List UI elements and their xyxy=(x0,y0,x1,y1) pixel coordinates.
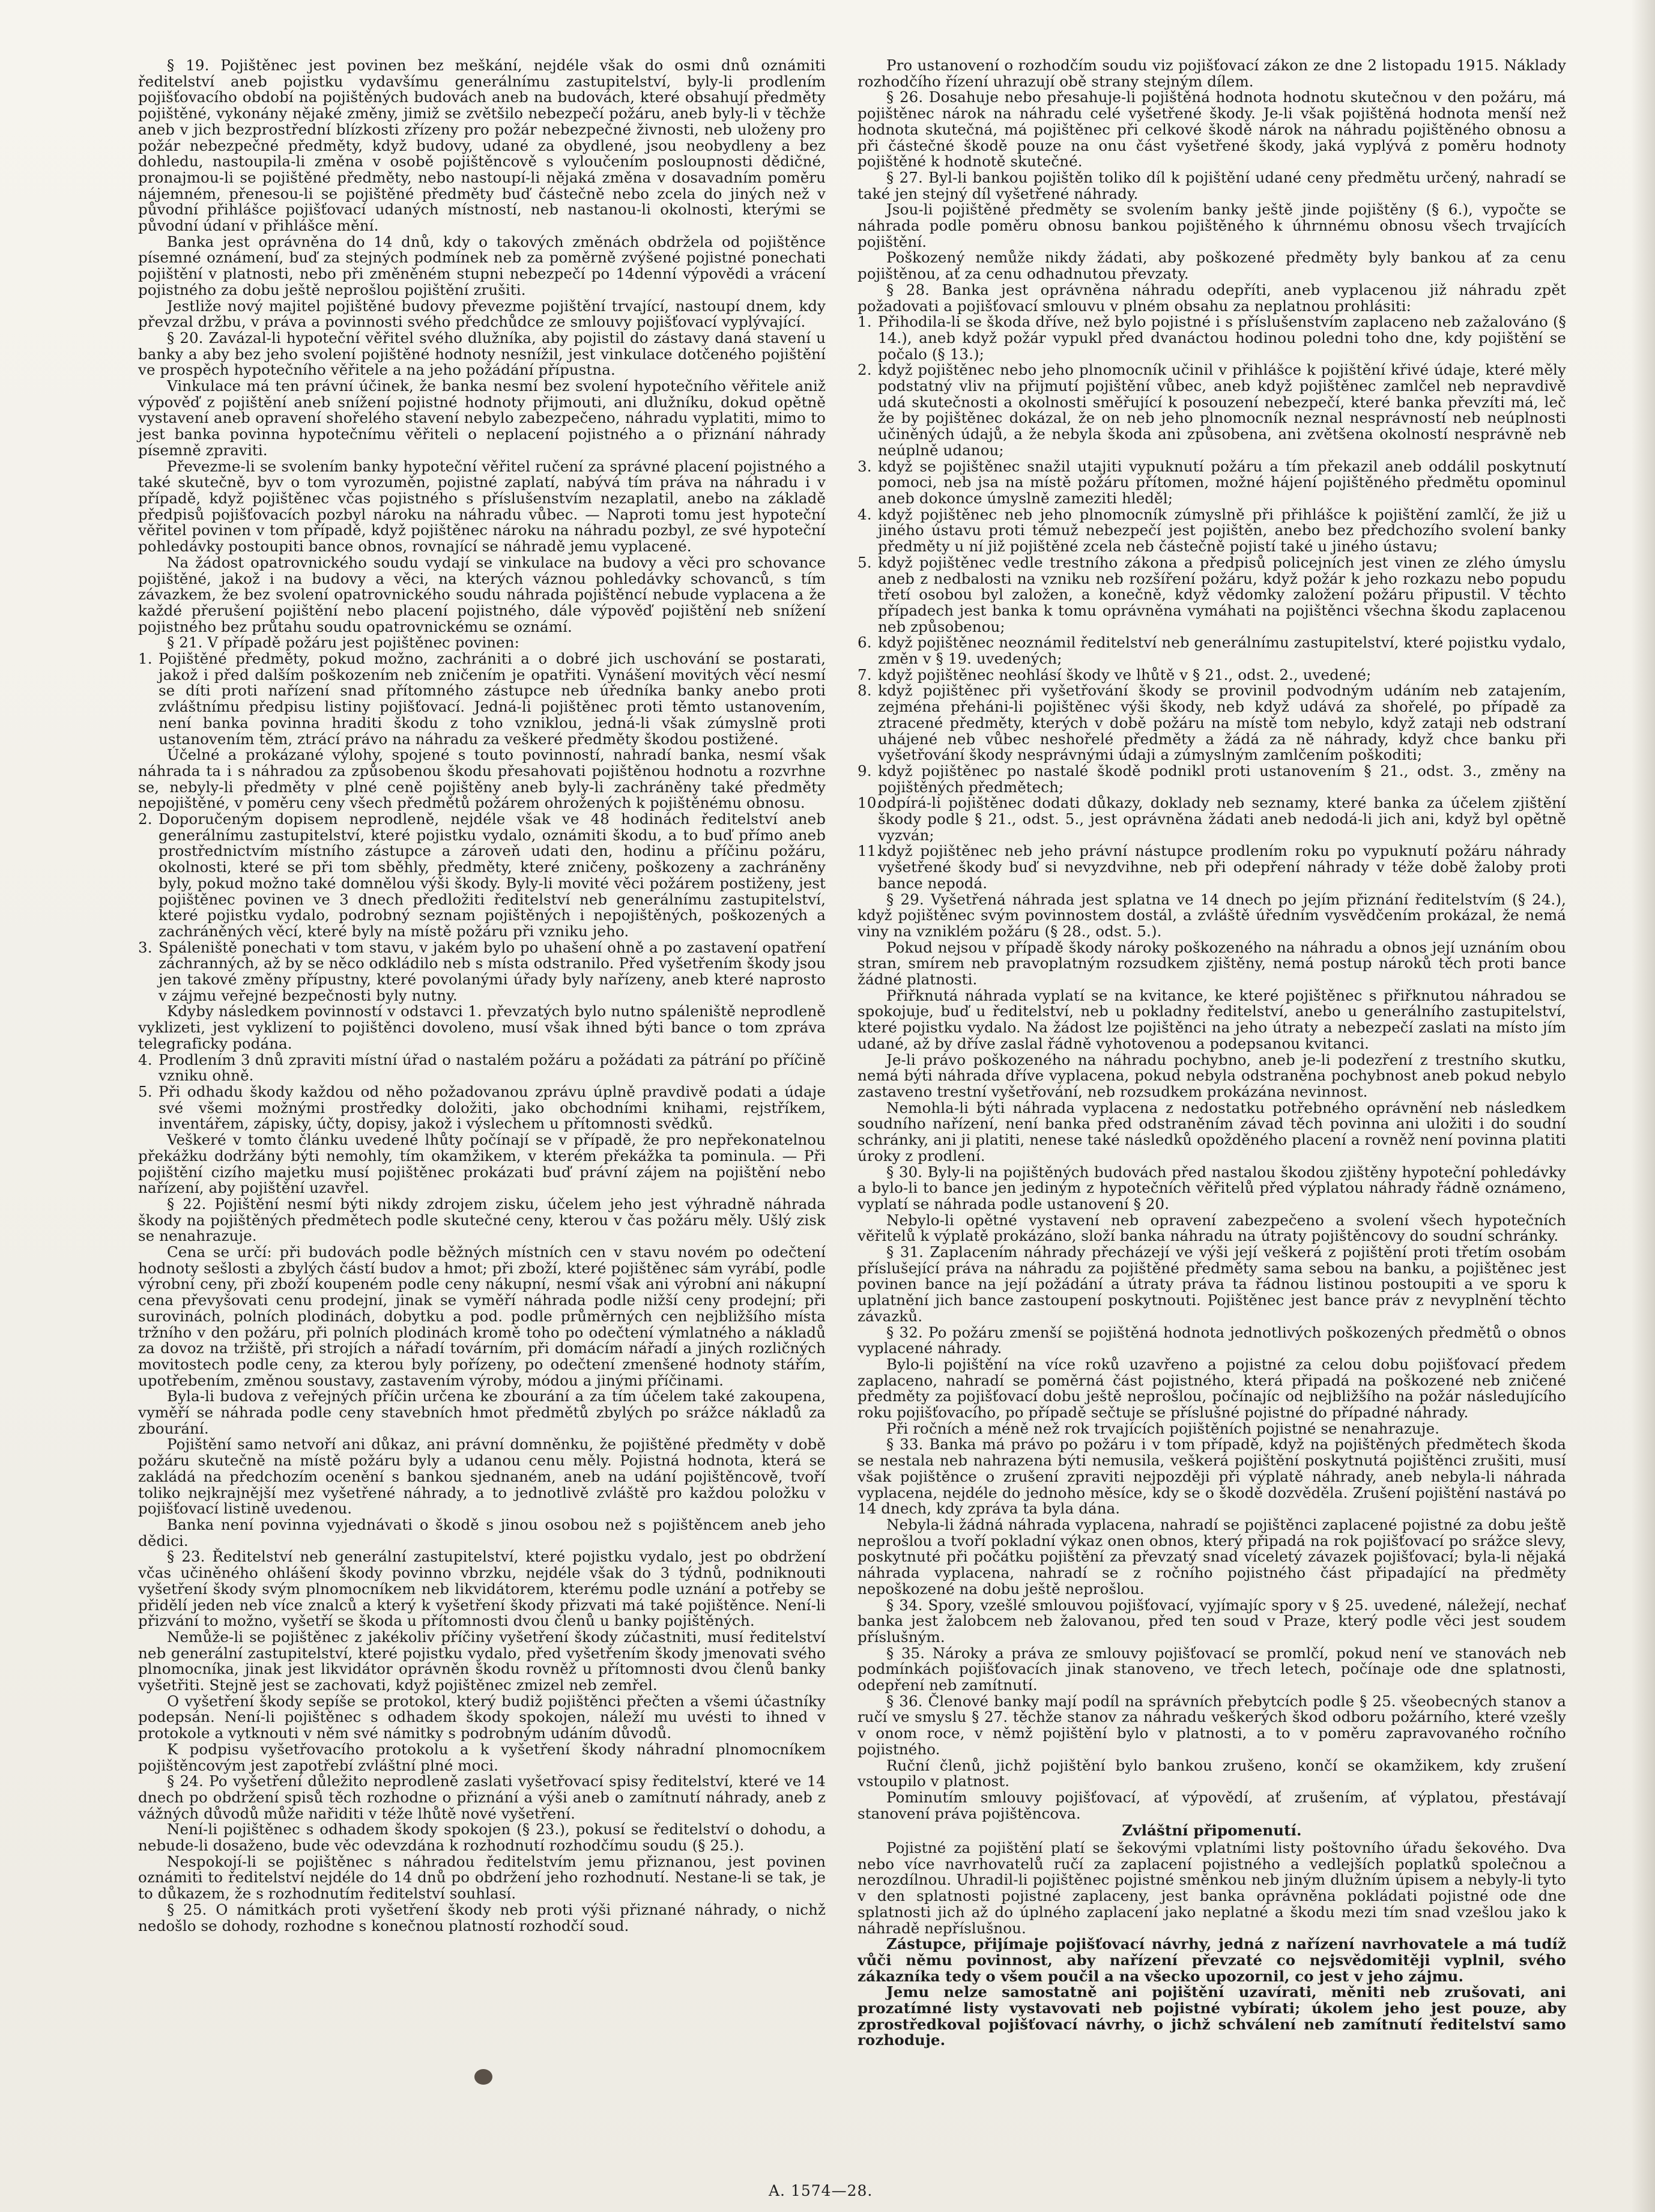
text-paragraph: Pojištění samo netvoří ani důkaz, ani právní domněnku, že pojištěné předměty v době požáru skutečně na místě požáru byly a udanou cenu měly. Pojistná hodnota, která se zakládá na předchozím ocenění s bankou sjednaném, aneb na udání pojištěncově, tvoří toliko nejkrajnější mez vyšetřené náhrady, a to jednotlivě zvláště pro každou položku v pojišťovací listině uvedenou. xyxy=(138,1435,826,1518)
ink-stain xyxy=(474,2069,492,2085)
section-heading: Zvláštní připomenutí. xyxy=(1122,1822,1302,1840)
left-text-column xyxy=(138,58,826,1934)
text-paragraph: Byla-li budova z veřejných příčin určena ke zbourání a za tím účelem také zakoupena, vyměří se náhrada podle ceny stavebních hmot předmětů zbylých po srážce nákladů za zbourání. xyxy=(138,1387,826,1437)
clause-text: Doporučeným dopisem neprodleně, nejdéle však ve 48 hodinách ředitelství aneb generálnímu zastupitelství, které pojistku vydalo, oznámiti škodu, a to buď přímo aneb prostřednictvím místního zástupce a zároveň udati den, hodinu a příčinu požáru, okolnosti, které se při tom sběhly, předměty, které zničeny, poškozeny a zachráněny byly, pokud možno také domnělou výši škody. Byly-li movité věci požárem postiženy, jest pojištěnec povinen ve 3 dnech předložiti ředitelství neb generálnímu zastupitelství, které pojistku vydalo, podrobný seznam pojištěných i nepojištěných, poškozených a zachráněných věcí, které byly na místě požáru při vzniku jeho. xyxy=(159,810,826,940)
text-paragraph: § 35. Nároky a práva ze smlouvy pojišťovací se promlčí, pokud není ve stanovách neb podmínkách pojišťovacích jinak stanoveno, ve třech letech, počínaje ode dne splatnosti, odepření neb zamítnutí. xyxy=(858,1644,1566,1694)
text-paragraph: Nebylo-li opětné vystavení neb opravení zabezpečeno a svolení všech hypotečních věřitelů k výplatě prokázáno, složí banka náhradu na útraty pojištěncovy do soudní schránky. xyxy=(858,1211,1566,1245)
text-paragraph: Je-li právo poškozeného na náhradu pochybno, aneb je-li podezření z trestního skutku, nemá býti náhrada dříve vyplacena, pokud nebyla odstraněna pochybnost aneb pokud nebylo zastaveno trestní vyšetřování, neb rozsudkem prokázána nevinnost. xyxy=(858,1050,1566,1100)
text-paragraph: § 28. Banka jest oprávněna náhradu odepříti, aneb vyplacenou již náhradu zpět požadovati a pojišťovací smlouvu v plném obsahu za neplatnou prohlásiti: xyxy=(858,280,1566,315)
numbered-clause xyxy=(858,555,1566,635)
page-edge-shadow xyxy=(1631,0,1655,2212)
numbered-clause xyxy=(138,1084,826,1132)
text-paragraph: Bylo-li pojištění na více roků uzavřeno a pojistné za celou dobu pojišťovací předem zaplaceno, nahradí se poměrná část pojistného, která připadá na poškozené neb zničené předměty za pojišťovací dobu ještě neprošlou, počínajíc od nejbližšího na požár následujícího roku pojišťovacího, po případě sečtuje se příslušné pojistné do případné náhrady. xyxy=(858,1355,1566,1422)
text-paragraph: Nemohla-li býti náhrada vyplacena z nedostatku potřebného oprávnění neb následkem soudního nařízení, není banka před odstraněním závad těch povinna ani uložiti i do soudní schránky, ani ji platiti, nenese také následků opožděného placení a rovněž není povinna platiti úroky z prodlení. xyxy=(858,1098,1566,1165)
text-paragraph: Nespokojí-li se pojištěnec s náhradou ředitelstvím jemu přiznanou, jest povinen oznámiti to ředitelství nejdéle do 14 dnů po obdržení jeho rozhodnutí. Nestane-li se tak, je to důkazem, že s rozhodnutím ředitelství souhlasí. xyxy=(138,1852,826,1903)
clause-number: 9. xyxy=(858,762,872,780)
text-paragraph: § 19. Pojištěnec jest povinen bez meškání, nejdéle však do osmi dnů oznámiti ředitelství aneb pojistku vydavšímu generálnímu zastupitelství, byly-li prodlením pojišťovacího období na pojištěných budovách aneb na budovách, které obsahují předměty pojištěné, vykonány nějaké změny, jimiž se zvětšilo nebezpečí požáru, aneb byly-li v těchže aneb v jich bezprostřední blízkosti zřízeny pro požár nebezpečné živnosti, neb uloženy pro požár nebezpečné předměty, když budovy, udané za obydlené, jsou neobydleny a bez dohledu, nastoupila-li změna v osobě pojištěncově s vyloučením posloupnosti dědičné, pronajmou-li se pojištěné předměty, nebo nastoupí-li nějaká změna v dosavadním poměru nájemném, přenesou-li se pojištěné předměty buď částečně nebo zcela do jiných než v původní přihlášce pojišťovací udaných místností, neb nastanou-li okolnosti, kterými se původní údaní v přihlášce mění. xyxy=(138,56,826,235)
clause-text: když pojištěnec neb jeho plnomocník zúmyslně při přihlášce k pojištění zamlčí, že již u jiného ústavu proti témuž nebezpečí jest pojištěn, anebo bez předchozího svolení banky předměty u ní již pojištěné zcela neb částečně pojistí také u jiného ústavu; xyxy=(878,505,1566,556)
numbered-clause xyxy=(858,763,1566,795)
clause-text: Přihodila-li se škoda dříve, než bylo pojistné i s příslušenstvím zaplaceno neb zažalováno (§ 14.), aneb když požár vypukl před dvanáctou hodinou poledni toho dne, kdy pojištění se počalo (§ 13.); xyxy=(878,313,1566,363)
text-paragraph: § 22. Pojištění nesmí býti nikdy zdrojem zisku, účelem jeho jest výhradně náhrada škody na pojištěných předmětech podle skutečné ceny, kterou v čas požáru měly. Ušlý zisk se nenahrazuje. xyxy=(138,1195,826,1245)
clause-text: když se pojištěnec snažil utajiti vypuknutí požáru a tím překazil aneb oddálil poskytnutí pomoci, neb jsa na místě požáru přítomen, možné hájení pojištěného předmětu opominul aneb dokonce úmyslně zameziti hleděl; xyxy=(878,457,1566,507)
clause-text: když pojištěnec nebo jeho plnomocník učinil v přihlášce k pojištění křivé údaje, které měly podstatný vliv na přijmutí pojištění vůbec, aneb když pojištěnec zamlčel neb nepravdivě udá skutečnosti a okolnosti směřující k posouzení nebezpečí, které banka převzíti má, leč že by pojištěnec dokázal, že on neb jeho plnomocník neznal nesprávností neb neúplnosti učiněných údajů, a že nebyla škoda ani způsobena, ani zvětšena okolností nesprávně neb neúplně udanou; xyxy=(878,361,1566,459)
text-paragraph: Pro ustanovení o rozhodčím soudu viz pojišťovací zákon ze dne 2 listopadu 1915. Náklady rozhodčího řízení uhrazují obě strany stejným dílem. xyxy=(858,56,1566,90)
numbered-clause xyxy=(858,459,1566,507)
right-text-column xyxy=(858,58,1566,2049)
clause-number: 4. xyxy=(858,505,872,523)
text-paragraph: § 30. Byly-li na pojištěných budovách před nastalou škodou zjištěny hypoteční pohledávky a bylo-li to bance jen jediným z hypotečních věřitelů před výplatou náhrady řádně oznámeno, vyplatí se náhrada podle ustanovení § 20. xyxy=(858,1163,1566,1213)
clause-number: 11. xyxy=(858,842,882,860)
numbered-clause xyxy=(858,635,1566,667)
text-paragraph: Poškozený nemůže nikdy žádati, aby poškozené předměty byly bankou ať za cenu pojištěnou, ať za cenu odhadnutou převzaty. xyxy=(858,249,1566,283)
text-paragraph: § 31. Zaplacením náhrady přecházejí ve výši její veškerá z pojištění proti třetím osobám příslušející práva na náhradu za pojištěné předměty sama sebou na banku, a pojištěnec jest povinen bance na její požádání a útraty práva ta řádnou listinou postoupiti a ve sporu k uplatnění jich bance zastoupení poskytnouti. Pojištěnec jest bance práv z nevyplnění těchto závazků. xyxy=(858,1243,1566,1325)
text-paragraph: § 34. Spory, vzešlé smlouvou pojišťovací, vyjímajíc spory v § 25. uvedené, náležejí, nechať banka jest žalobcem neb žalovanou, před ten soud v Praze, který podle věci jest soudem příslušným. xyxy=(858,1596,1566,1646)
numbered-clause xyxy=(858,667,1566,683)
clause-number: 8. xyxy=(858,682,872,700)
text-paragraph: § 27. Byl-li bankou pojištěn toliko díl k pojištění udané ceny předmětu určený, nahradí se také jen stejný díl vyšetřené náhrady. xyxy=(858,168,1566,202)
text-paragraph: § 21. V případě požáru jest pojištěnec povinen: xyxy=(167,634,519,652)
clause-text: když pojištěnec neohlásí škody ve lhůtě v § 21., odst. 2., uvedené; xyxy=(878,665,1372,683)
numbered-clause xyxy=(858,507,1566,555)
clause-text: když pojištěnec neb jeho právní nástupce prodlením roku po vypuknutí požáru náhrady vyšetřené škody buď si nevyzdvihne, neb při odepření náhrady v téže době žaloby proti bance nepodá. xyxy=(878,842,1566,892)
text-paragraph: Přiřknutá náhrada vyplatí se na kvitance, ke které pojištěnec s přiřknutou náhradou se spokojuje, buď u ředitelství, neb u pokladny ředitelství, anebo u generálního zastupitelství, které pojistku vydalo. Na žádost lze pojištěnci na jeho útraty a nebezpečí zaslati na místo jím udané, až by dříve zaslal řádně vyhotovenou a podepsanou kvitanci. xyxy=(858,986,1566,1052)
text-paragraph: § 36. Členové banky mají podíl na správních přebytcích podle § 25. všeobecných stanov a ručí ve smyslu § 27. těchže stanov za náhradu veškerých škod odboru požárního, které vzešly v onom roce, v němž pojištění bylo v platnosti, a to v poměru zapravovaného ročního pojistného. xyxy=(858,1692,1566,1758)
numbered-clause xyxy=(858,362,1566,458)
clause-number: 3. xyxy=(858,457,872,475)
text-paragraph: Pominutím smlouvy pojišťovací, ať výpovědí, ať zrušením, ať výplatou, přestávají stanovení práva pojištěncova. xyxy=(858,1788,1566,1822)
text-paragraph: Účelné a prokázané výlohy, spojené s touto povinností, nahradí banka, nesmí však náhrada ta i s náhradou za způsobenou škodu přesahovati pojištěnou hodnotu a rozvrhne se, nebyly-li předměty v plné ceně pojištěny aneb byly-li zachráněny také předměty nepojištěné, v poměru ceny všech předmětů požárem ohrožených k pojištěnému obnosu. xyxy=(138,746,826,812)
numbered-clause xyxy=(138,811,826,940)
text-paragraph: Ruční členů, jichž pojištění bylo bankou zrušeno, končí se okamžikem, kdy zrušení vstoupilo v platnost. xyxy=(858,1756,1566,1790)
text-paragraph: § 26. Dosahuje nebo přesahuje-li pojištěná hodnota hodnotu skutečnou v den požáru, má pojištěnec nárok na náhradu celé vyšetřené škody. Je-li však pojištěná hodnota menší než hodnota skutečná, má pojištěnec při celkové škodě nárok na náhradu pojištěného obnosu a při částečné škodě pouze na onu část vyšetřené škody, jaká vyplývá z poměru hodnoty pojištěné k hodnotě skutečné. xyxy=(858,88,1566,171)
text-paragraph: Nebyla-li žádná náhrada vyplacena, nahradí se pojištěnci zaplacené pojistné za dobu ještě neprošlou a tvoří pokladní výkaz onen obnos, který připadá na rok pojišťovací po srážce slevy, poskytnuté při počátku pojištění za převzatý snad víceletý závazek pojišťovací; byla-li nějaká náhrada vyplacena, nahradí se z ročního pojistného část připadající na předměty nepoškozené na dobu ještě neprošlou. xyxy=(858,1515,1566,1598)
text-paragraph: Veškeré v tomto článku uvedené lhůty počínají se v případě, že pro nepřekonatelnou překážku dodržány býti nemohly, tím okamžikem, v kterém překážka ta pominula. — Při pojištění cizího majetku musí pojištěnec prokázati buď právní zájem na pojištění nebo nařízení, aby pojištění uzavřel. xyxy=(138,1131,826,1197)
clause-number: 7. xyxy=(858,665,872,683)
clause-text: Prodlením 3 dnů zpraviti místní úřad o nastalém požáru a požádati za pátrání po příčině vzniku ohně. xyxy=(159,1050,826,1085)
text-paragraph: Pokud nejsou v případě škody nároky poškozeného na náhradu a obnos její uznáním obou stran, smírem neb pravoplatným rozsudkem zjištěny, nemá postup nároků těch proti bance žádné platnosti. xyxy=(858,938,1566,989)
numbered-clause xyxy=(138,1052,826,1084)
numbered-clause xyxy=(858,843,1566,891)
text-paragraph: K podpisu vyšetřovacího protokolu a k vyšetření škody náhradní plnomocníkem pojištěncovým jest zapotřebí zvláštní plné moci. xyxy=(138,1740,826,1774)
clause-number: 10. xyxy=(858,794,882,812)
text-paragraph: O vyšetření škody sepíše se protokol, který budiž pojištěnci přečten a všemi účastníky podepsán. Není-li pojištěnec s odhadem škody spokojen, náleží mu uvésti to ihned v protokole a vytknouti v něm své námitky s podrobným udáním důvodů. xyxy=(138,1692,826,1742)
text-paragraph: § 20. Zavázal-li hypoteční věřitel svého dlužníka, aby pojistil do zástavy daná stavení u banky a aby bez jeho svolení pojištěné hodnoty nesnížil, jest vinkulace dotčeného pojištění ve prospěch hypotečního věřitele a na jeho požádání přípustna. xyxy=(138,329,826,379)
clause-text: Pojištěné předměty, pokud možno, zachrániti a o dobré jich uschování se postarati, jakož i před dalším poškozením neb zničením je opatřiti. Vynášení movitých věcí nesmí se díti proti nařízení snad přítomného zástupce neb úředníka banky anebo proti zvláštnímu předpisu listiny pojišťovací. Jedná-li pojištěnec proti těmto ustanovením, není banka povinna hraditi škodu z toho vzniklou, jedná-li však zúmyslně proti ustanovením těm, ztrácí právo na náhradu za veškeré předměty škodou postižené. xyxy=(159,650,826,748)
text-paragraph: § 24. Po vyšetření důležito neprodleně zaslati vyšetřovací spisy ředitelství, které ve 14 dnech po obdržení spisů těch rozhodne o přiznání a výši aneb o zamítnutí náhrady, aneb z vážných důvodů může nařiditi v téže lhůtě nové vyšetření. xyxy=(138,1772,826,1822)
text-paragraph: Nemůže-li se pojištěnec z jakékoliv příčiny vyšetření škody zúčastniti, musí ředitelství neb generální zastupitelství, které pojistku vydalo, před vyšetřením škody jmenovati svého plnomocníka, jinak jest likvidátor oprávněn škodu rovněž u přítomnosti dvou členů banky vyšetřiti. Stejně jest se zachovati, když pojištěnec zmizel neb zemřel. xyxy=(138,1628,826,1694)
text-paragraph: Banka jest oprávněna do 14 dnů, kdy o takových změnách obdržela od pojištěnce písemné oznámení, buď za stejných podmínek neb za poměrně zvýšené pojistné ponechati pojištění v platnosti, nebo při změněném stupni nebezpečí po 14denní výpovědi a vrácení pojistného za dobu ještě neprošlou pojištění zrušiti. xyxy=(138,232,826,298)
text-paragraph: Vinkulace má ten právní účinek, že banka nesmí bez svolení hypotečního věřitele aniž výpověď z pojištění aneb snížení pojistné hodnoty přijmouti, ani dlužníku, dokud opětně vystavení aneb opravení shořelého stavení nebylo zabezpečeno, náhradu vyplatiti, mimo to jest banka povinna hypotečnímu věřiteli o neplacení pojistného a o přiznání náhrady písemně zpraviti. xyxy=(138,377,826,459)
clause-text: Spáleniště ponechati v tom stavu, v jakém bylo po uhašení ohně a po zastavení opatření záchranných, až by se něco odkládilo neb s místa odstranilo. Před vyšetřením škody jsou jen takové změny přípustny, které povolanými úřady byly nařízeny, aneb které naprosto v zájmu veřejné bezpečnosti byly nutny. xyxy=(159,938,826,1004)
numbered-clause xyxy=(138,651,826,747)
clause-number: 2. xyxy=(858,361,872,379)
text-paragraph: Jsou-li pojištěné předměty se svolením banky ještě jinde pojištěny (§ 6.), vypočte se náhrada podle poměru obnosu bankou pojištěného k úhrnnému obnosu všech trvajících pojištění. xyxy=(858,201,1566,250)
clause-text: když pojištěnec při vyšetřování škody se provinil podvodným udáním neb zatajením, zejména přeháni-li pojištěnec výši škody, neb když udává za shořelé, po případě za ztracené předměty, kterých v době požáru na místě tom nebylo, když zataji neb odstraní uhájené neb vůbec neshořelé předměty a žádá za ně náhrady, když chce banku při vyšetřování škody nesprávnými údaji a zúmyslným zamlčením poškoditi; xyxy=(878,682,1566,764)
text-paragraph: § 25. O námitkách proti vyšetření škody neb proti výši přiznané náhrady, o nichž nedošlo se dohody, rozhodne s konečnou platností rozhodčí soud. xyxy=(138,1900,826,1935)
text-paragraph: § 33. Banka má právo po požáru i v tom případě, když na pojištěných předmětech škoda se nestala neb nahrazena býti nemusila, veškerá pojištění poskytnutá pojištěnci zrušiti, musí však pojištěnce o zrušení zpraviti nejpozději při výplatě náhrady, aneb nebyla-li náhrada vyplacena, nejdéle do jednoho měsíce, kdy se o škodě dozvěděla. Zrušení pojištění nastává po 14 dnech, kdy zpráva ta byla dána. xyxy=(858,1435,1566,1518)
clause-number: 3. xyxy=(138,938,153,956)
bold-notice-paragraph: Zástupce, přijímaje pojišťovací návrhy, jedná z nařízení navrhovatele a má tudíž vůči němu povinnost, aby nařízení převzaté co nejsvědomitěji vyplnil, svého zákazníka tedy o všem poučil a na všecko upozornil, co jest v jeho zájmu. xyxy=(858,1935,1566,1985)
text-paragraph: Převezme-li se svolením banky hypoteční věřitel ručení za správné placení pojistného a také skutečně, byv o tom vyrozuměn, pojistné zaplatí, nabývá tím práva na náhradu i v případě, když pojištěnec včas pojistného s příslušenstvím nezaplatil, anebo na základě předpisů pojišťovacích pozbyl nároku na náhradu vůbec. — Naproti tomu jest hypoteční věřitel povinen v tom případě, když pojištěnec nároku na náhradu pozbyl, ze své hypoteční pohledávky postoupiti bance obnos, rovnající se náhradě jemu vyplacené. xyxy=(138,457,826,556)
text-paragraph: Banka není povinna vyjednávati o škodě s jinou osobou než s pojištěncem aneb jeho dědici. xyxy=(138,1515,826,1550)
clause-text: když pojištěnec vedle trestního zákona a předpisů policejních jest vinen ze zlého úmyslu aneb z nedbalosti na vzniku neb rozšíření požáru, když požár k jeho rozkazu nebo popudu třetí osobou byl založen, a konečně, když vědomky založení požáru připustil. V těchto případech jest banka k tomu oprávněna vymáhati na pojištěnci všechna škodu zaplacenou neb způsobenou; xyxy=(878,553,1566,635)
clause-number: 1. xyxy=(858,313,872,331)
clause-number: 2. xyxy=(138,810,153,828)
clause-number: 5. xyxy=(138,1083,153,1100)
numbered-clause xyxy=(858,795,1566,843)
clause-number: 6. xyxy=(858,634,872,652)
text-paragraph: § 29. Vyšetřená náhrada jest splatna ve 14 dnech po jejím přiznání ředitelstvím (§ 24.), když pojištěnec svým povinnostem dostál, a zvláště úředním vysvědčením prokázal, že nemá viny na vzniklém požáru (§ 28., odst. 5.). xyxy=(858,890,1566,940)
text-paragraph: Není-li pojištěnec s odhadem škody spokojen (§ 23.), pokusí se ředitelství o dohodu, a nebude-li dosaženo, bude věc odevzdána k rozhodnutí rozhodčímu soudu (§ 25.). xyxy=(138,1820,826,1855)
numbered-clause xyxy=(858,314,1566,362)
text-paragraph: Na žádost opatrovnického soudu vydají se vinkulace na budovy a věci pro schovance pojištěné, jakož i na budovy a věci, na kterých váznou pohledávky schovanců, s tím závazkem, že bez svolení opatrovnického soudu náhrada pojištěncí nebude vyplacena a že každé přerušení pojištění nebo placení pojistného, dále výpověď pojištění neb snížení pojistného bez průtahu soudu opatrovnickému se oznámí. xyxy=(138,553,826,635)
clause-number: 4. xyxy=(138,1050,153,1068)
clause-number: 1. xyxy=(138,650,153,668)
clause-text: když pojištěnec po nastalé škodě podnikl proti ustanovením § 21., odst. 3., změny na pojištěných předmětech; xyxy=(878,762,1566,796)
clause-text: když pojištěnec neoznámil ředitelství neb generálnímu zastupitelství, které pojistku vydalo, změn v § 19. uvedených; xyxy=(878,634,1566,668)
text-paragraph: Cena se určí: při budovách podle běžných místních cen v stavu novém po odečtení hodnoty sešlosti a zbylých částí budov a hmot; při zboží, které pojištěnec sám vyrábí, podle výrobní ceny, při zboží koupeném podle ceny nákupní, nesmí však ani výrobní ani nákupní cena převyšovati cenu prodejní, jinak se vyměří náhrada podle nižší ceny prodejní; při surovinách, polních plodinách, dobytku a pod. podle průměrných cen nejbližšího místa tržního v den požáru, při polních plodinách kromě toho po odečtení výmlatného a nákladů za dovoz na tržiště, při strojích a nářadí továrním, při domácím nářadí a jiných rozličných movitostech podle ceny, za kterou byly pořízeny, po odečtení zmenšené hodnoty stářím, upotřebením, změnou soustavy, zastavením výroby, módou a jinými příčinami. xyxy=(138,1243,826,1389)
clause-number: 5. xyxy=(858,553,872,571)
clause-text: Při odhadu škody každou od něho požadovanou zprávu úplně pravdivě podati a údaje své všemi možnými prostředky doložiti, jako obchodními knihami, rejstříkem, inventářem, zápisky, účty, dopisy, jakož i výslechem u přítomnosti svědků. xyxy=(159,1083,826,1133)
numbered-clause xyxy=(858,683,1566,763)
numbered-clause xyxy=(138,940,826,1004)
text-paragraph: Kdyby následkem povinností v odstavci 1. převzatých bylo nutno spáleniště neprodleně vyklizeti, jest vyklizení to pojištěnci dovoleno, musí však ihned býti bance o tom zpráva telegraficky podána. xyxy=(138,1002,826,1052)
bold-notice-paragraph: Jemu nelze samostatně ani pojištění uzavírati, měniti neb zrušovati, ani prozatímné listy vystavovati neb pojistné vybírati; úkolem jeho jest pouze, aby zprostředkoval pojišťovací návrhy, o jichž schválení neb zamítnutí ředitelství samo rozhoduje. xyxy=(858,1983,1566,2049)
text-paragraph: § 32. Po požáru zmenší se pojištěná hodnota jednotlivých poškozených předmětů o obnos vyplacené náhrady. xyxy=(858,1323,1566,1357)
print-code: A. 1574—28. xyxy=(769,2182,873,2199)
clause-text: odpírá-li pojištěnec dodati důkazy, doklady neb seznamy, které banka za účelem zjištění škody podle § 21., odst. 5., jest oprávněna žádati aneb nedodá-li jich ani, když byl opětně vyzván; xyxy=(878,794,1566,844)
text-paragraph: Jestliže nový majitel pojištěné budovy převezme pojištění trvající, nastoupí dnem, kdy převzal držbu, v práva a povinnosti svého předchůdce ze smlouvy pojišťovací vyplývající. xyxy=(138,297,826,331)
text-paragraph: § 23. Ředitelství neb generální zastupitelství, které pojistku vydalo, jest po obdržení včas učiněného ohlášení škody povinno vbrzku, nejdéle však do 3 týdnů, podniknouti vyšetření škody svým plnomocníkem neb likvidátorem, kterému podle uznání a potřeby se přidělí jeden neb více znalců a který k vyšetření škody přizvati má také pojištěnce. Není-li přizvání to možno, vyšetří se škoda u přítomnosti dvou členů u banky pojištěných. xyxy=(138,1548,826,1630)
text-paragraph: Pojistné za pojištění platí se šekovými vplatními listy poštovního úřadu šekového. Dva nebo více navrhovatelů ručí za zaplacení pojistného a vedlejších poplatků společnou a nerozdílnou. Uhradil-li pojištěnec pojistné směnkou neb jiným dlužním úpisem a nebyly-li tyto v den splatnosti pojistné zaplaceny, jest banka oprávněna pokládati pojistné ode dne splatnosti jich až do úplného zaplacení jako neplatné a škodu mezi tím snad vzešlou jako k náhradě nepříslušnou. xyxy=(858,1839,1566,1937)
text-paragraph: Při ročních a méně než rok trvajících pojištěních pojistné se nenahrazuje. xyxy=(886,1419,1440,1437)
